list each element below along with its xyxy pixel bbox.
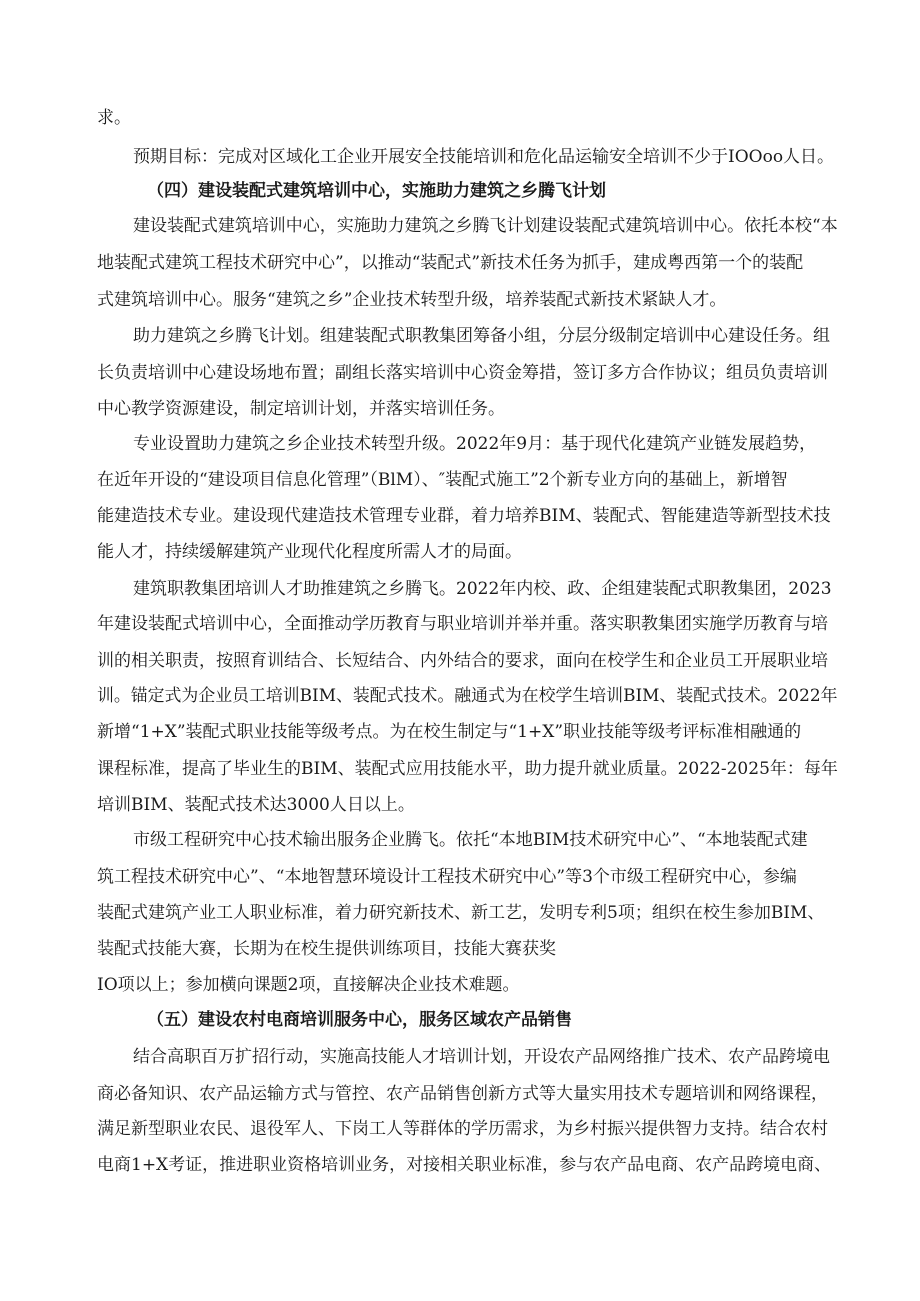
text-line: 电商1+X考证，推进职业资格培训业务，对接相关职业标准，参与农产品电商、农产品跨境电商、 xyxy=(97,1155,832,1175)
text-line: 商必备知识、农产品运输方式与管控、农产品销售创新方式等大量实用技术专题培训和网络课程， xyxy=(97,1084,828,1104)
section-heading: （四）建设装配式建筑培训中心，实施助力建筑之乡腾飞计划 xyxy=(147,181,606,201)
text-line: 结合高职百万扩招行动，实施高技能人才培训计划，开设农产品网络推广技术、农产品跨境电 xyxy=(133,1047,830,1067)
text-line: 专业设置助力建筑之乡企业技术转型升级。2022年9月：基于现代化建筑产业链发展趋势， xyxy=(133,434,817,454)
text-line: 在近年开设的“建设项目信息化管理”（BlM）、″装配式施工”2个新专业方向的基础上，新增智 xyxy=(97,470,788,490)
text-line: 建筑职教集团培训人才助推建筑之乡腾飞。2022年内校、政、企组建装配式职教集团，2023 xyxy=(133,579,832,599)
text-line: 课程标准，提高了毕业生的BIM、装配式应用技能水平，助力提升就业质量。2022-2025年：每年 xyxy=(97,759,838,779)
text-line: 年建设装配式培训中心，全面推动学历教育与职业培训并举并重。落实职教集团实施学历教育与培 xyxy=(97,614,828,634)
text-line: IO项以上；参加横向课题2项，直接解决企业技术难题。 xyxy=(97,975,520,995)
text-line: 满足新型职业农民、退役军人、下岗工人等群体的学历需求，为乡村振兴提供智力支持。结合农村 xyxy=(97,1119,828,1139)
text-line: 装配式技能大赛，长期为在校生提供训练项目，技能大赛获奖 xyxy=(97,939,556,959)
text-line: 装配式建筑产业工人职业标准，着力研究新技术、新工艺，发明专利5项；组织在校生参加BIM、 xyxy=(97,903,825,923)
text-line: 训。锚定式为企业员工培训BIM、装配式技术。融通式为在校学生培训BIM、装配式技术。2022年 xyxy=(97,686,838,706)
text-line: 筑工程技术研究中心”、“本地智慧环境设计工程技术研究中心”等3个市级工程研究中心，参编 xyxy=(97,867,797,887)
text-line: 预期目标：完成对区域化工企业开展安全技能培训和危化品运输安全培训不少于IOOoo人日。 xyxy=(133,147,835,167)
text-line: 训的相关职责，按照育训结合、长短结合、内外结合的要求，面向在校学生和企业员工开展职业培 xyxy=(97,651,828,671)
text-line: 市级工程研究中心技术输出服务企业腾飞。依托“本地BIM技术研究中心”、“本地装配式建 xyxy=(133,830,808,850)
text-line: 式建筑培训中心。服务“建筑之乡”企业技术转型升级，培养装配式新技术紧缺人才。 xyxy=(97,290,727,310)
text-line: 能建造技术专业。建设现代建造技术管理专业群，着力培养BIM、装配式、智能建造等新型技术技 xyxy=(97,506,831,526)
text-line: 助力建筑之乡腾飞计划。组建装配式职教集团筹备小组，分层分级制定培训中心建设任务。组 xyxy=(133,326,830,346)
text-line: 中心教学资源建设，制定培训计划，并落实培训任务。 xyxy=(97,399,505,419)
text-line: 求。 xyxy=(97,108,131,128)
text-line: 能人才，持续缓解建筑产业现代化程度所需人才的局面。 xyxy=(97,542,522,562)
text-line: 长负责培训中心建设场地布置；副组长落实培训中心资金筹措，签订多方合作协议；组员负责培训 xyxy=(97,363,828,383)
text-line: 培训BIM、装配式技术达3000人日以上。 xyxy=(97,795,415,815)
section-heading: （五）建设农村电商培训服务中心，服务区域农产品销售 xyxy=(147,1010,572,1030)
text-line: 地装配式建筑工程技术研究中心”，以推动“装配式”新技术任务为抓手，建成粤西第一个的装配 xyxy=(97,253,804,273)
text-line: 建设装配式建筑培训中心，实施助力建筑之乡腾飞计划建设装配式建筑培训中心。依托本校“本 xyxy=(133,216,838,236)
text-line: 新增“1+X”装配式职业技能等级考点。为在校生制定与“1+X”职业技能等级考评标准相融通的 xyxy=(97,722,802,742)
